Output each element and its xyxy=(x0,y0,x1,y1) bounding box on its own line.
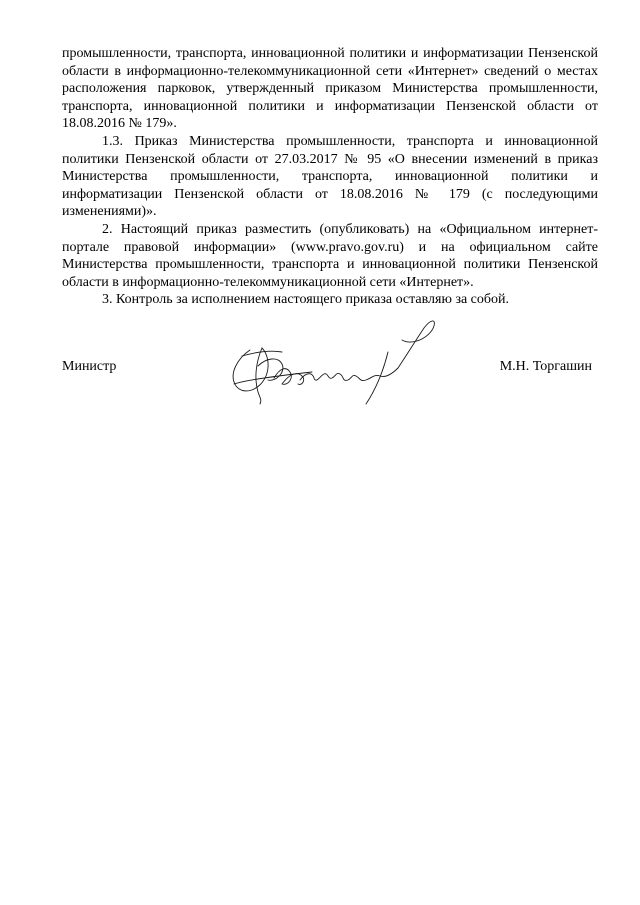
signatory-name: М.Н. Торгашин xyxy=(499,359,592,374)
signatory-title: Министр xyxy=(62,359,117,374)
paragraph-continuation: промышленности, транспорта, инновационной политики и информатизации Пензенской области в информационно-телекоммуникационной сети «Интернет» сведений о местах расположения парковок, утвержденный приказом Министерства промышленности, транспорта, инновационной политики и информатизации Пензенской области от 18.08.2016 № 179». xyxy=(62,46,598,132)
document-body xyxy=(62,45,598,309)
signature-row xyxy=(62,357,592,377)
paragraph-2: 2. Настоящий приказ разместить (опубликовать) на «Официальном интернет-портале правовой информации» (www.pravo.gov.ru) и на официальном сайте Министерства промышленности, транспорта и инновационной политики Пензенской области в информационно-телекоммуникационной сети «Интернет». xyxy=(62,221,598,290)
paragraph-3: 3. Контроль за исполнением настоящего приказа оставляю за собой. xyxy=(102,292,510,308)
paragraph-1-3: 1.3. Приказ Министерства промышленности, транспорта и инновационной политики Пензенской области от 27.03.2017 № 95 «О внесении изменений в приказ Министерства промышленности, транспорта, инновационной политики и информатизации Пензенской области от 18.08.2016 № 179 (с последующими изменениями)». xyxy=(62,133,598,220)
